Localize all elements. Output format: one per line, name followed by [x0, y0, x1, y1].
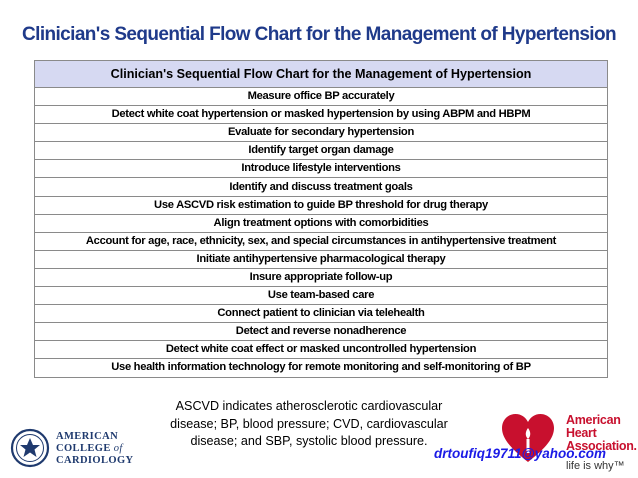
aha-line-1: American: [566, 413, 621, 427]
acc-line-1: AMERICAN: [56, 431, 119, 442]
slide-title: Clinician's Sequential Flow Chart for the Management of Hypertension: [22, 24, 616, 45]
flow-step-cell: Identify target organ damage: [35, 142, 608, 160]
table-row: [35, 124, 608, 142]
table-row: [35, 106, 608, 124]
acc-logo: [10, 428, 145, 470]
table-row: [35, 250, 608, 268]
table-row: [35, 287, 608, 305]
table-row: [35, 160, 608, 178]
flow-step-cell: Measure office BP accurately: [35, 88, 608, 106]
table-row: [35, 323, 608, 341]
flow-step-cell: Account for age, race, ethnicity, sex, and special circumstances in antihypertensive treatment: [35, 232, 608, 250]
table-row: [35, 359, 608, 377]
flow-step-cell: Initiate antihypertensive pharmacological therapy: [35, 250, 608, 268]
flow-step-cell: Detect white coat effect or masked uncontrolled hypertension: [35, 341, 608, 359]
flow-step-cell: Use ASCVD risk estimation to guide BP threshold for drug therapy: [35, 196, 608, 214]
acc-line-2: [56, 443, 134, 455]
acc-seal-icon: [10, 428, 50, 468]
flow-step-cell: Identify and discuss treatment goals: [35, 178, 608, 196]
aha-logo: [500, 408, 636, 474]
acc-wordmark: [56, 431, 134, 467]
author-watermark: drtoufiq19711@yahoo.com: [434, 446, 606, 461]
table-row: [35, 268, 608, 286]
flow-step-cell: Use team-based care: [35, 287, 608, 305]
footnote-line: ASCVD indicates atherosclerotic cardiovascular: [175, 399, 443, 413]
abbreviation-footnote: [150, 398, 468, 451]
table-header: Clinician's Sequential Flow Chart for the Management of Hypertension: [35, 61, 608, 88]
flow-step-cell: Detect white coat hypertension or masked hypertension by using ABPM and HBPM: [35, 106, 608, 124]
flow-step-cell: Insure appropriate follow-up: [35, 268, 608, 286]
table-row: [35, 178, 608, 196]
flow-step-cell: Use health information technology for remote monitoring and self-monitoring of BP: [35, 359, 608, 377]
table-row: [35, 88, 608, 106]
table-row: [35, 142, 608, 160]
table-row: [35, 232, 608, 250]
aha-line-3: Association.: [566, 439, 637, 453]
flow-step-cell: Evaluate for secondary hypertension: [35, 124, 608, 142]
acc-line-2a: COLLEGE: [56, 443, 111, 454]
aha-line-2: Heart: [566, 426, 597, 440]
flow-step-cell: Detect and reverse nonadherence: [35, 323, 608, 341]
acc-line-2b: of: [113, 443, 123, 454]
flow-step-cell: Connect patient to clinician via telehealth: [35, 305, 608, 323]
aha-tagline: life is why™: [566, 460, 625, 472]
acc-line-3: CARDIOLOGY: [56, 455, 134, 466]
table-header-row: [35, 61, 608, 88]
flow-chart-table: [34, 60, 608, 378]
flow-step-cell: Introduce lifestyle interventions: [35, 160, 608, 178]
table-row: [35, 305, 608, 323]
table-row: [35, 214, 608, 232]
footnote-line: disease; and SBP, systolic blood pressure.: [190, 434, 428, 448]
table-row: [35, 196, 608, 214]
table-row: [35, 341, 608, 359]
flow-step-cell: Align treatment options with comorbidities: [35, 214, 608, 232]
footnote-line: disease; BP, blood pressure; CVD, cardiovascular: [170, 416, 448, 431]
